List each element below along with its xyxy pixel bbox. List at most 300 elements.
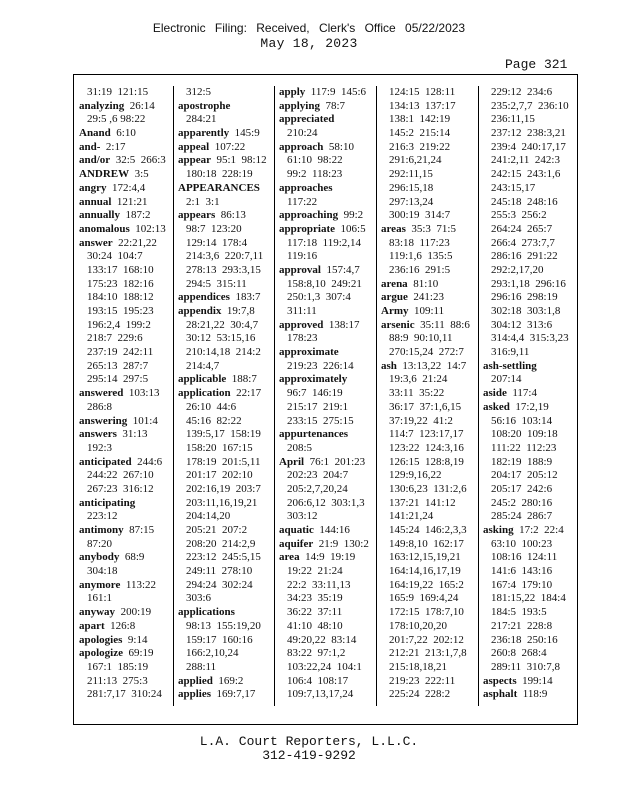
index-references: 281:7,17 310:24 [87,688,162,701]
index-references: 270:15,24 272:7 [389,346,464,359]
index-references: 237:12 238:3,21 [491,127,566,140]
index-term: approaches [279,181,333,194]
index-references: 178:19 201:5,11 [186,455,261,468]
index-line [178,223,268,237]
index-line [279,579,369,593]
index-references: 30:12 53:15,16 [186,332,256,345]
index-term: aspects [483,674,517,687]
index-references: 244:22 267:10 [87,469,154,482]
index-references: 141:21,24 [389,510,434,523]
index-references: 30:24 104:7 [87,250,143,263]
index-references: 129:14 178:4 [186,236,248,249]
index-references: 26:10 44:6 [186,400,237,413]
index-line [279,442,369,456]
index-references: 35:11 88:6 [414,318,470,331]
index-term: April [279,455,305,468]
index-term: aside [483,387,507,400]
index-line [178,442,268,456]
index-references: 36:17 37:1,6,15 [389,400,462,413]
index-line [483,278,573,292]
index-line [483,497,573,511]
index-line [381,237,471,251]
index-line [483,360,573,374]
index-references: 138:1 142:19 [389,113,451,126]
index-line [381,141,471,155]
index-line [79,182,169,196]
index-references: 181:15,22 184:4 [491,592,566,605]
index-references: 103:13 [123,387,160,400]
index-line [381,113,471,127]
index-references: 225:24 228:2 [389,688,451,701]
index-line [79,415,169,429]
index-references: 145:9 [229,127,260,140]
index-line [381,154,471,168]
index-line [381,373,471,387]
index-references: 223:12 [87,510,118,523]
index-references: 29:5 ,6 98:22 [87,113,146,126]
index-references: 311:11 [287,305,317,317]
index-references: 28:21,22 30:4,7 [186,318,259,331]
index-references: 49:20,22 83:14 [287,633,357,646]
index-term: approved [279,318,324,331]
index-line [178,141,268,155]
index-line [483,319,573,333]
index-references: 17:2,19 [509,400,549,413]
index-line [79,661,169,675]
index-line [79,524,169,538]
index-references: 239:4 240:17,17 [491,140,566,153]
index-references: 169:2 [212,674,244,687]
index-line [178,305,268,319]
index-line [381,319,471,333]
index-line [483,565,573,579]
index-references: 241:23 [407,291,444,304]
index-line [381,524,471,538]
index-line [178,428,268,442]
index-references: 58:10 [323,140,354,153]
index-line [79,469,169,483]
index-line [178,606,268,620]
index-line [279,154,369,168]
index-line [381,565,471,579]
index-line [483,223,573,237]
index-line [381,483,471,497]
index-references: 236:18 250:16 [491,633,558,646]
index-term: and/or [79,154,111,167]
index-line [381,346,471,360]
index-line [178,579,268,593]
index-references: 215:18,18,21 [389,660,448,673]
index-line [79,237,169,251]
index-references: 300:19 314:7 [389,209,451,222]
index-term: argue [381,291,408,304]
index-line [79,305,169,319]
index-references: 68:9 [119,551,145,564]
index-line [279,551,369,565]
index-column-4 [381,86,471,706]
index-line [79,428,169,442]
index-references: 145:24 146:2,3,3 [389,524,467,536]
index-term: anymore [79,578,121,591]
index-references: 304:12 313:6 [491,318,553,331]
index-references: 202:16,19 203:7 [186,482,261,495]
index-line [178,688,268,702]
index-references: 2:17 [100,140,126,153]
index-references: 106:5 [335,222,366,235]
index-references: 108:16 124:11 [491,551,558,564]
index-references: 118:9 [517,688,548,701]
index-references: 236:11,15 [491,113,535,126]
index-references: 243:15,17 [491,181,536,194]
index-line [279,675,369,689]
index-term: applying [279,99,320,112]
index-references: 41:10 48:10 [287,619,343,632]
index-references: 212:21 213:1,7,8 [389,647,467,660]
index-line [279,209,369,223]
index-term: anomalous [79,222,130,235]
index-term: ash-settling [483,359,537,372]
index-term: anticipated [79,455,132,468]
index-line [178,592,268,606]
index-references: 223:12 245:5,15 [186,551,261,564]
index-references: 214:3,6 220:7,11 [186,250,264,263]
index-references: 264:24 265:7 [491,222,553,235]
index-line [483,469,573,483]
index-references: 121:21 [111,195,148,208]
index-line [279,196,369,210]
index-references: 166:2,10,24 [186,647,239,660]
index-references: 81:10 [407,277,439,290]
index-line [279,141,369,155]
index-term: ash [381,359,397,372]
index-line [381,401,471,415]
index-term: apologize [79,647,123,660]
index-line [483,332,573,346]
index-line [79,675,169,689]
index-references: 117:9 145:6 [305,86,367,98]
index-term: applies [178,688,212,701]
index-line [381,592,471,606]
index-line [279,278,369,292]
index-references: 101:4 [127,414,158,427]
index-term: apart [79,619,105,632]
index-references: 164:19,22 165:2 [389,578,464,591]
index-line [483,113,573,127]
index-line [79,278,169,292]
index-line [381,291,471,305]
index-term: annually [79,209,120,222]
index-line [381,387,471,401]
index-references: 182:19 188:9 [491,455,553,468]
index-references: 141:6 143:16 [491,565,553,578]
index-line [79,209,169,223]
index-term: appendices [178,291,230,304]
index-references: 208:20 214:2,9 [186,537,256,550]
index-references: 286:16 291:22 [491,250,558,263]
index-line [79,497,169,511]
index-references: 111:22 112:23 [491,441,557,454]
index-line [279,469,369,483]
index-references: 33:11 35:22 [389,387,445,400]
index-line [178,551,268,565]
index-line [381,278,471,292]
index-line [279,373,369,387]
index-references: 22:21,22 [112,236,157,249]
index-line [79,688,169,702]
index-term: appurtenances [279,428,349,441]
index-line [279,182,369,196]
index-references: 107:22 [209,140,246,153]
index-line [279,223,369,237]
index-references: 17:2 22:4 [513,524,564,536]
index-line [178,469,268,483]
index-line [483,592,573,606]
index-term: anyway [79,606,116,619]
index-line [381,647,471,661]
index-column-1 [79,86,169,706]
index-line [279,332,369,346]
index-term: appropriate [279,222,336,235]
index-references: 139:5,17 158:19 [186,428,261,441]
index-references: 178:23 [287,332,318,345]
index-line [79,373,169,387]
index-references: 267:23 316:12 [87,482,154,495]
index-line [381,168,471,182]
index-line [279,688,369,702]
index-references: 289:11 310:7,8 [491,660,560,673]
index-references: 255:3 256:2 [491,209,547,222]
index-line [178,278,268,292]
index-line [483,387,573,401]
index-line [483,373,573,387]
index-line [483,154,573,168]
index-term: appreciated [279,113,335,126]
index-line [279,592,369,606]
index-references: 78:7 [319,99,346,112]
index-references: 215:17 219:1 [287,400,349,413]
index-references: 266:4 273:7,7 [491,236,555,249]
index-line [178,100,268,114]
index-references: 296:15,18 [389,181,434,194]
index-references: 178:10,20,20 [389,619,448,632]
index-line [483,661,573,675]
index-references: 193:15 195:23 [87,305,154,317]
index-references: 6:10 [110,127,136,140]
index-term: asked [483,400,510,413]
index-line [279,483,369,497]
index-references: 169:7,17 [211,688,256,701]
index-references: 137:21 141:12 [389,496,456,509]
index-references: 172:15 178:7,10 [389,606,464,619]
index-references: 32:5 266:3 [110,154,166,167]
index-references: 183:7 [229,291,261,304]
index-column-5 [483,86,573,706]
index-references: 294:24 302:24 [186,578,253,591]
index-line [79,456,169,470]
index-line [381,551,471,565]
index-line [79,100,169,114]
index-line [178,401,268,415]
index-line [79,223,169,237]
index-references: 117:4 [506,387,537,400]
index-line [178,524,268,538]
index-references: 294:5 315:11 [186,277,247,290]
index-references: 312:5 [186,86,212,98]
index-term: aquifer [279,537,314,550]
index-references: 26:14 [124,99,155,112]
index-line [483,538,573,552]
index-line [381,100,471,114]
index-references: 314:4,4 315:3,23 [491,332,569,345]
index-line [178,346,268,360]
index-references: 98:7 123:20 [186,222,242,235]
index-references: 13:13,22 14:7 [396,359,467,372]
index-references: 9:14 [122,633,148,646]
index-references: 172:4,4 [106,181,146,194]
index-line [483,510,573,524]
index-line [483,141,573,155]
index-references: 88:9 90:10,11 [389,332,453,345]
index-references: 291:6,21,24 [389,154,442,167]
index-references: 69:19 [123,647,154,660]
index-references: 95:1 98:12 [211,154,267,167]
index-line [279,661,369,675]
index-references: 117:18 119:2,14 [287,236,362,249]
index-references: 63:10 100:23 [491,537,553,550]
index-references: 37:19,22 41:2 [389,414,453,427]
index-term: angry [79,181,107,194]
index-line [279,346,369,360]
index-references: 2:1 3:1 [186,195,220,208]
index-line [483,456,573,470]
index-line [279,634,369,648]
index-references: 19:22 21:24 [287,565,343,578]
page-number: Page 321 [505,57,568,72]
index-line [79,86,169,100]
index-line [178,483,268,497]
index-references: 83:18 117:23 [389,236,450,249]
index-references: 284:21 [186,113,217,126]
index-references: 98:13 155:19,20 [186,619,261,632]
index-references: 316:9,11 [491,346,530,359]
index-line [381,415,471,429]
index-line [381,579,471,593]
index-references: 157:4,7 [320,263,360,276]
index-references: 235:2,7,7 236:10 [491,99,569,112]
index-term: approaching [279,209,339,222]
index-line [79,332,169,346]
index-line [279,319,369,333]
index-references: 99:2 [338,209,364,222]
index-line [79,538,169,552]
index-line [178,647,268,661]
index-line [79,510,169,524]
index-line [381,634,471,648]
index-references: 123:22 124:3,16 [389,441,464,454]
index-references: 210:24 [287,127,318,140]
index-references: 158:20 167:15 [186,441,253,454]
index-references: 205:2,7,20,24 [287,482,348,495]
index-line [79,154,169,168]
index-references: 109:7,13,17,24 [287,688,354,701]
index-line [279,620,369,634]
index-line [483,209,573,223]
filing-header: Electronic Filing: Received, Clerk's Office 05/22/2023 [152,21,466,35]
index-line [178,373,268,387]
index-references: 208:5 [287,441,313,454]
index-line [178,332,268,346]
index-term: and- [79,140,101,153]
index-line [483,305,573,319]
index-references: 292:11,15 [389,168,433,181]
index-references: 214:4,7 [186,359,220,372]
index-line [279,428,369,442]
index-line [483,264,573,278]
index-line [79,360,169,374]
index-line [279,456,369,470]
index-references: 129:9,16,22 [389,469,442,482]
index-line [381,442,471,456]
index-line [79,141,169,155]
index-line [79,579,169,593]
index-term: apologies [79,633,123,646]
index-line [178,237,268,251]
index-line [79,483,169,497]
index-line [483,237,573,251]
index-line [483,291,573,305]
index-line [79,264,169,278]
index-references: 260:8 268:4 [491,647,547,660]
index-references: 205:21 207:2 [186,524,248,536]
index-references: 167:4 179:10 [491,578,553,591]
index-line [79,401,169,415]
index-line [279,168,369,182]
index-line [279,360,369,374]
index-references: 206:6,12 303:1,3 [287,496,365,509]
index-references: 217:21 228:8 [491,619,553,632]
index-references: 56:16 103:14 [491,414,553,427]
index-line [178,86,268,100]
index-term: answering [79,414,128,427]
index-term: ANDREW [79,168,130,181]
reporter-phone: 312-419-9292 [262,748,356,763]
index-line [79,250,169,264]
index-references: 296:16 298:19 [491,291,558,304]
reporter-company: L.A. Court Reporters, L.L.C. [199,734,419,749]
index-term: answered [79,387,124,400]
index-references: 203:11,16,19,21 [186,496,258,509]
index-line [79,592,169,606]
index-references: 124:15 128:11 [389,86,456,98]
index-line [79,113,169,127]
index-references: 126:15 128:8,19 [389,455,464,468]
index-references: 204:17 205:12 [491,469,558,482]
index-term: answer [79,236,113,249]
index-references: 106:4 108:17 [287,674,349,687]
index-term: asphalt [483,688,518,701]
index-references: 242:15 243:1,6 [491,168,561,181]
index-line [279,127,369,141]
index-line [178,634,268,648]
index-references: 130:6,23 131:2,6 [389,482,467,495]
index-references: 236:16 291:5 [389,263,451,276]
index-references: 297:13,24 [389,195,434,208]
index-references: 138:17 [323,318,360,331]
index-references: 188:7 [226,373,257,386]
index-references: 31:19 121:15 [87,86,149,98]
index-term: apply [279,86,306,98]
index-references: 187:2 [119,209,151,222]
